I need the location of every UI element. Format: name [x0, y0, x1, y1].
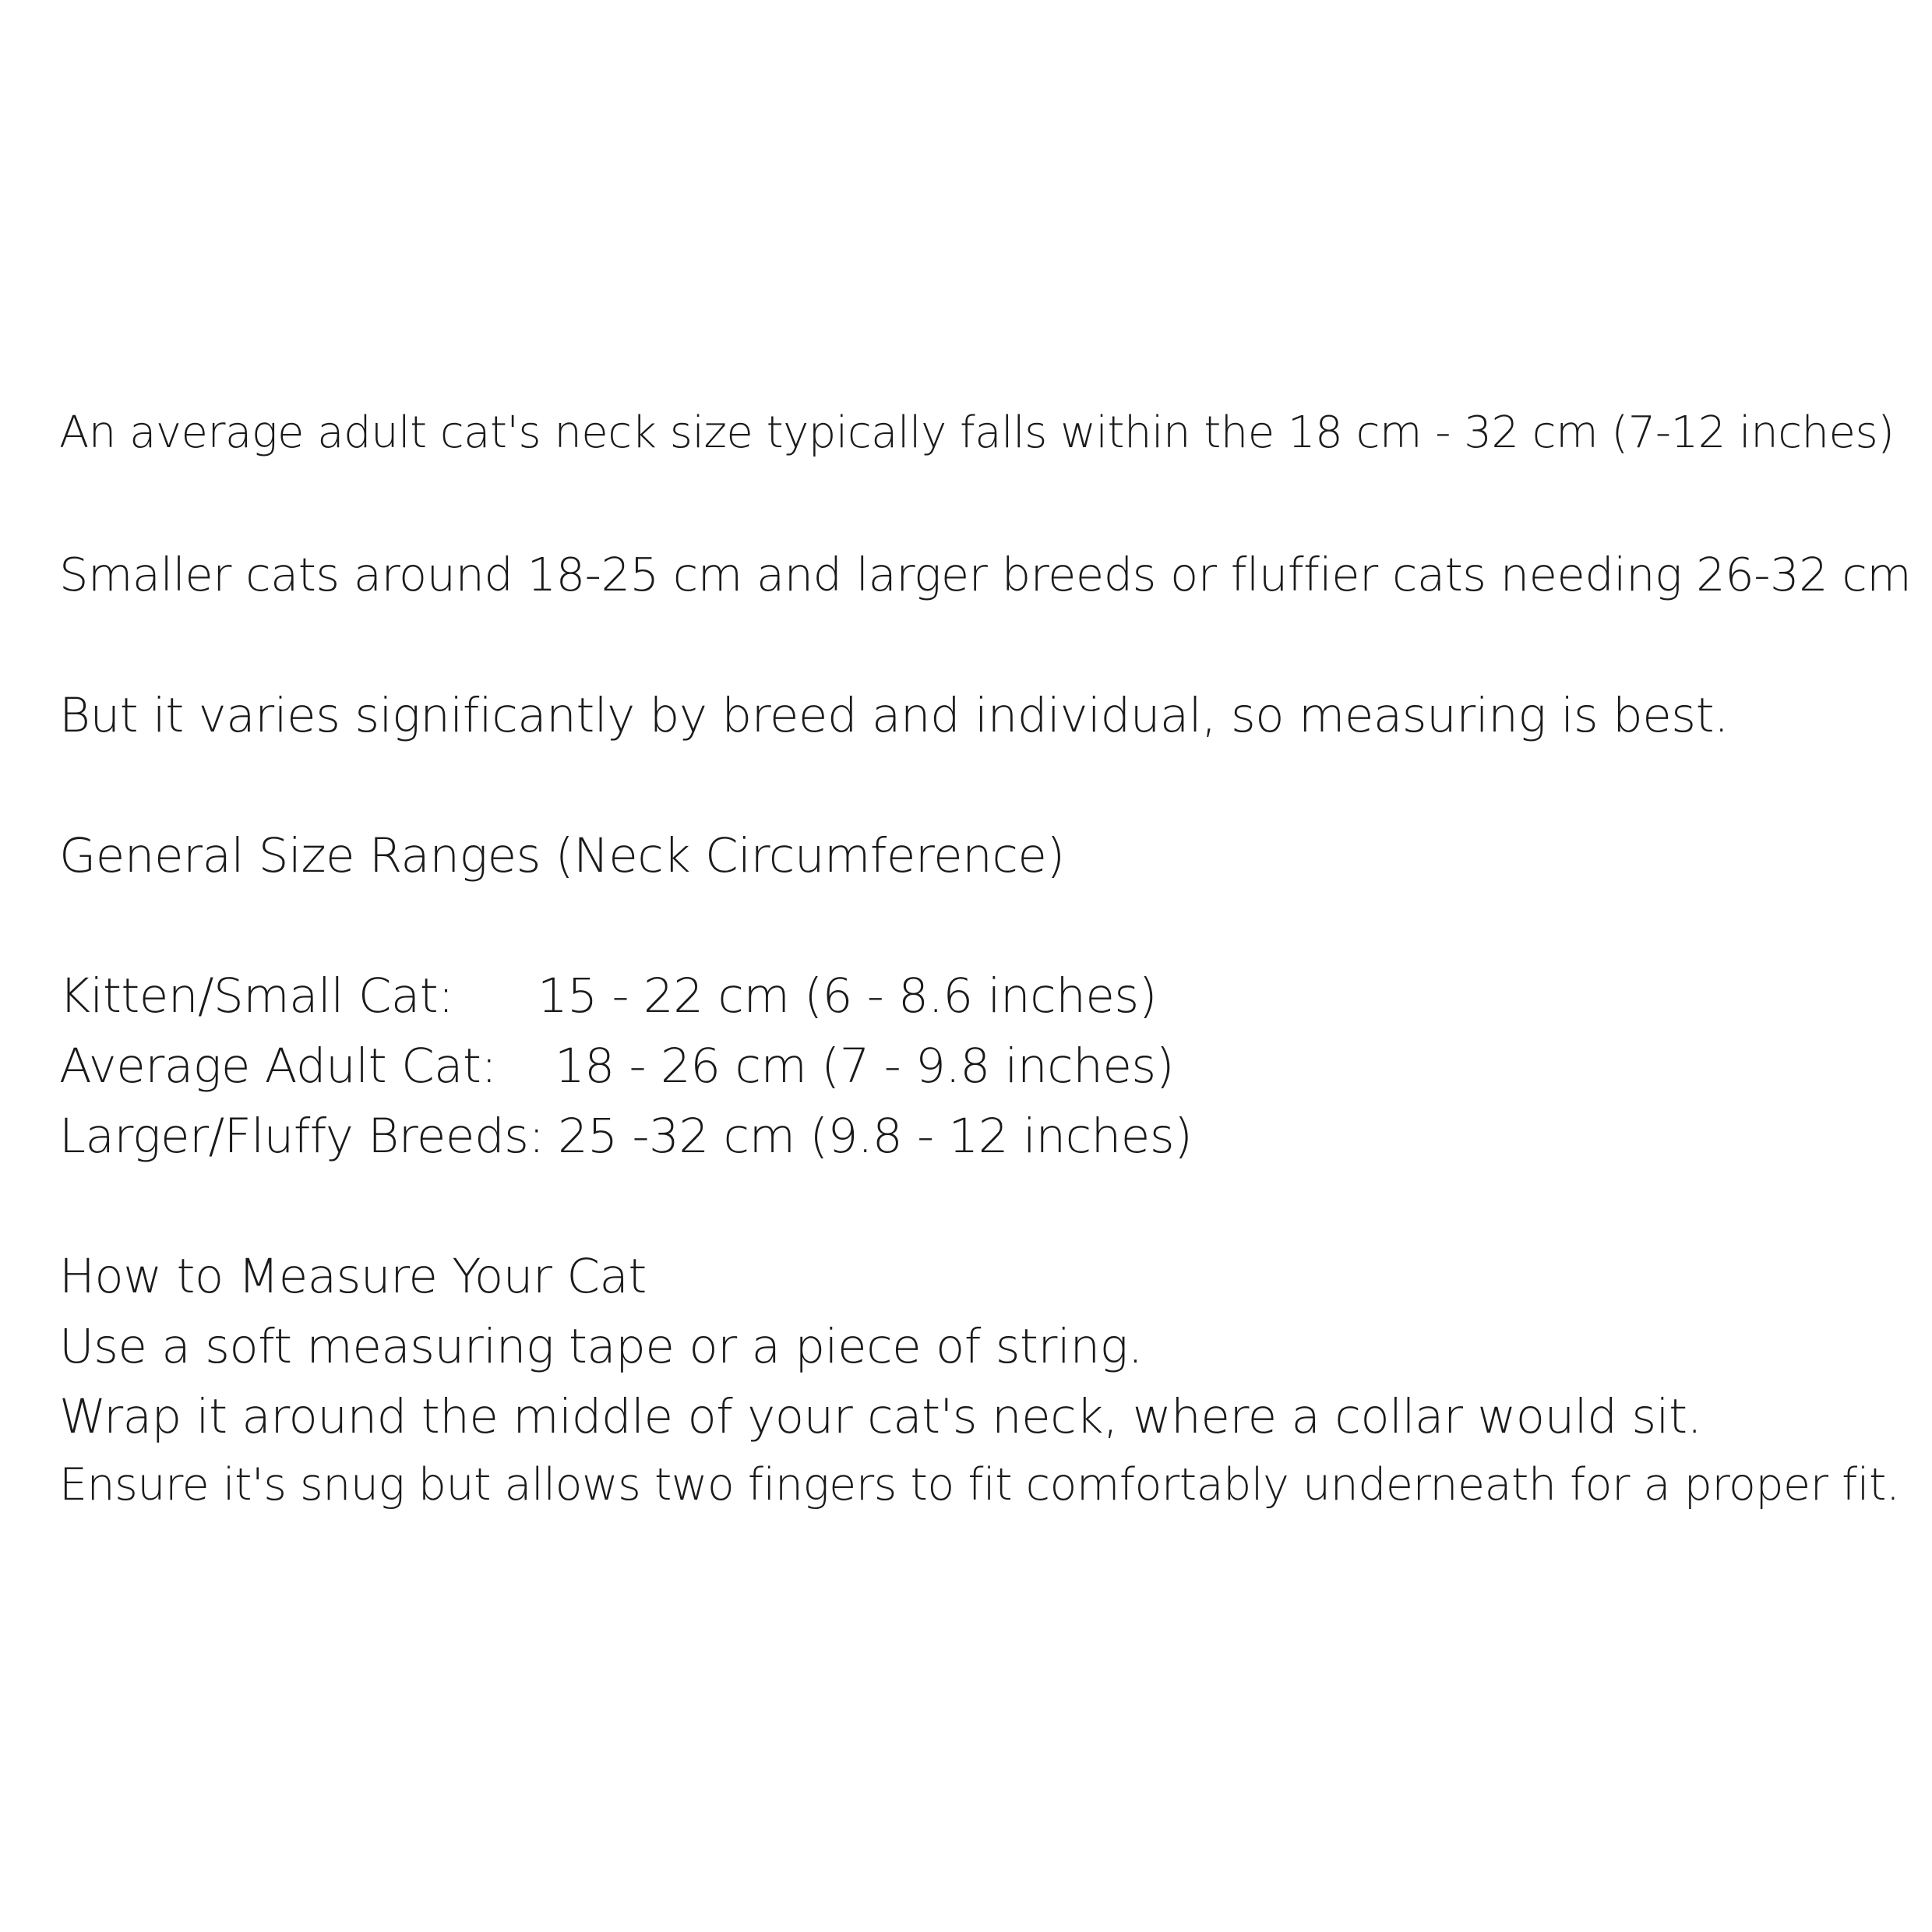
how-to-heading: How to Measure Your Cat [59, 1249, 647, 1304]
size-row-larger [59, 1109, 1193, 1164]
intro-line-2: Smaller cats around 18-25 cm and larger breeds or fluffier cats needing 26-32 cm [59, 548, 1912, 601]
how-to-step-3: Ensure it's snug but allows two fingers to fit comfortably underneath for a proper fit. [59, 1459, 1900, 1511]
size-row-label: Larger/Fluffy Breeds: [59, 1109, 545, 1164]
intro-line-3: But it varies significantly by breed and individual, so measuring is best. [59, 688, 1729, 743]
size-row-value: 15 - 22 cm (6 - 8.6 inches) [538, 968, 1157, 1024]
size-row-value: 25 -32 cm (9.8 - 12 inches) [558, 1109, 1193, 1164]
size-ranges-heading: General Size Ranges (Neck Circumference) [59, 828, 1065, 883]
size-row-label: Average Adult Cat: [59, 1038, 497, 1094]
how-to-step-1: Use a soft measuring tape or a piece of string. [59, 1319, 1143, 1374]
how-to-step-2: Wrap it around the middle of your cat's neck, where a collar would sit. [59, 1389, 1702, 1444]
size-row-value: 18 - 26 cm (7 - 9.8 inches) [555, 1038, 1174, 1094]
size-row-label: Kitten/Small Cat: [59, 968, 454, 1024]
intro-line-1: An average adult cat's neck size typically falls within the 18 cm - 32 cm (7-12 inches) [59, 407, 1895, 458]
size-row-average [59, 1038, 1174, 1094]
size-row-kitten [59, 968, 1157, 1024]
